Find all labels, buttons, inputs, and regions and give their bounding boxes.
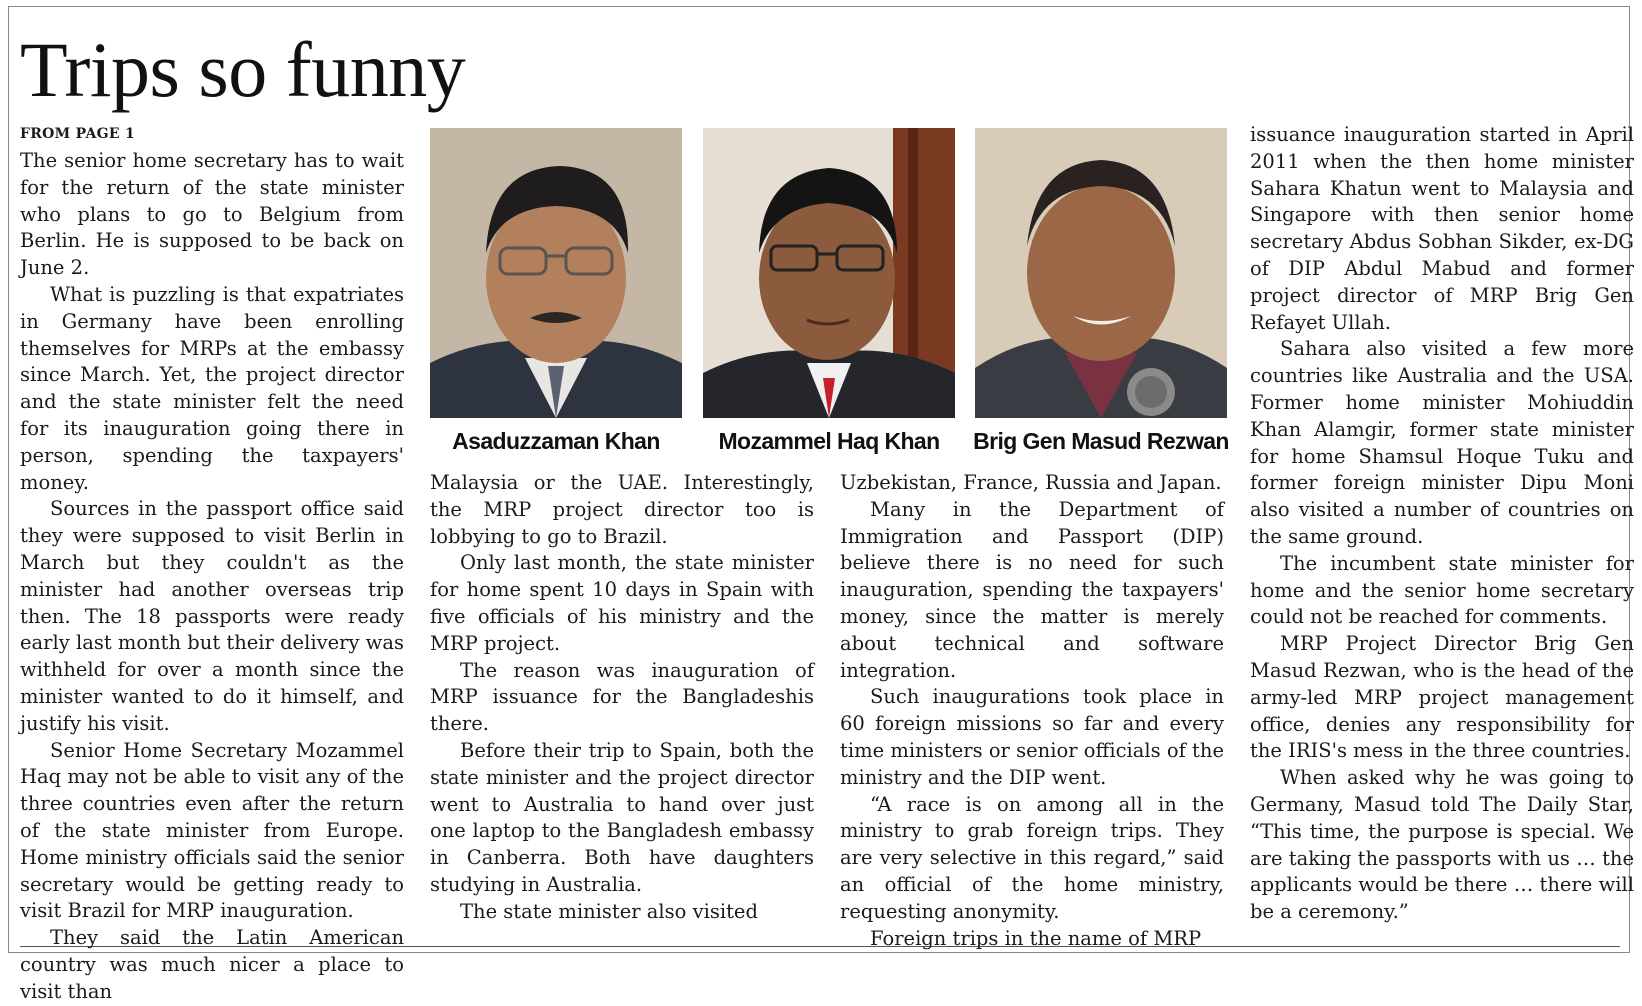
photo-masud-rezwan <box>975 128 1227 418</box>
kicker-from-page: FROM PAGE 1 <box>20 126 136 142</box>
paragraph: Many in the Department of Immigration and Passport (DIP) believe there is no need for such inauguration, spending the taxpayers' money, since the matter is merely about technical and software integration. <box>840 497 1224 682</box>
photo-mozammel-haq-khan <box>703 128 955 418</box>
caption-masud-rezwan: Brig Gen Masud Rezwan <box>973 428 1229 454</box>
paragraph: Sahara also visited a few more countries like Australia and the USA. Former home minister Mohiuddin Khan Alamgir, former state minister for home Shamsul Hoque Tuku and former foreign minister Dipu Moni also visited a number of countries on the same ground. <box>1250 337 1634 548</box>
paragraph: “A race is on among all in the ministry to grab foreign trips. They are very selective in this regard,” said an official of the home ministry, requesting anonymity. <box>840 792 1224 923</box>
paragraph: Before their trip to Spain, both the state minister and the project director went to Australia to hand over just one laptop to the Bangladesh embassy in Canberra. Both have daughters studying in Australia. <box>430 738 814 896</box>
paragraph: The senior home secretary has to wait for the return of the state minister who plans to go to Belgium from Berlin. He is supposed to be back on June 2. <box>20 149 404 280</box>
portrait-image <box>975 128 1227 418</box>
paragraph: MRP Project Director Brig Gen Masud Rezwan, who is the head of the army-led MRP project management office, denies any responsibility for the IRIS's mess in the three countries. <box>1250 632 1634 763</box>
paragraph: The state minister also visited <box>460 899 758 923</box>
paragraph: Malaysia or the UAE. Interestingly, the MRP project director too is lobbying to go to Brazil. <box>430 471 814 548</box>
portrait-image <box>703 128 955 418</box>
article-column-1 <box>20 148 404 1006</box>
paragraph: issuance inauguration started in April 2011 when the then home minister Sahara Khatun went to Malaysia and Singapore with then senior home secretary Abdus Sobhan Sikder, ex-DG of DIP Abdul Mabud and former project director of MRP Brig Gen Refayet Ullah. <box>1250 123 1634 334</box>
paragraph: Uzbekistan, France, Russia and Japan. <box>840 471 1222 494</box>
paragraph: What is puzzling is that expatriates in Germany have been enrolling themselves for MRPs at the embassy since March. Yet, the project director and the state minister felt the need for its inauguration going there in person, spending the taxpayers' money. <box>20 282 404 494</box>
paragraph: Sources in the passport office said they were supposed to visit Berlin in March but they couldn't as the minister had another overseas trip then. The 18 passports were ready early last month but their delivery was withheld for over a month since the minister wanted to do it himself, and justify his visit. <box>20 497 404 735</box>
paragraph: When asked why he was going to Germany, Masud told The Daily Star, “This time, the purpose is special. We are taking the passports with us … the applicants would be there … there will be a ceremony.” <box>1250 766 1634 924</box>
photo-asaduzzaman-khan <box>430 128 682 418</box>
caption-asaduzzaman-khan: Asaduzzaman Khan <box>452 428 660 454</box>
headline: Trips so funny <box>20 26 466 113</box>
article-column-2 <box>430 470 814 926</box>
article-column-4 <box>1250 122 1634 926</box>
paragraph: Such inaugurations took place in 60 foreign missions so far and every time ministers or senior officials of the ministry and the DIP went. <box>840 685 1224 789</box>
article-column-3 <box>840 470 1224 952</box>
paragraph: The incumbent state minister for home and the senior home secretary could not be reached for comments. <box>1250 551 1634 629</box>
paragraph: They said the Latin American country was much nicer a place to visit than <box>20 926 404 1003</box>
paragraph: Only last month, the state minister for home spent 10 days in Spain with five officials of his ministry and the MRP project. <box>430 551 814 655</box>
portrait-image <box>430 128 682 418</box>
caption-mozammel-haq-khan: Mozammel Haq Khan <box>718 428 940 454</box>
paragraph: Senior Home Secretary Mozammel Haq may not be able to visit any of the three countries even after the return of the state minister from Europe. Home ministry officials said the senior secretary would be getting ready to visit Brazil for MRP inauguration. <box>20 738 404 923</box>
paragraph: The reason was inauguration of MRP issuance for the Bangladeshis there. <box>430 658 814 736</box>
paragraph: Foreign trips in the name of MRP <box>870 926 1202 950</box>
